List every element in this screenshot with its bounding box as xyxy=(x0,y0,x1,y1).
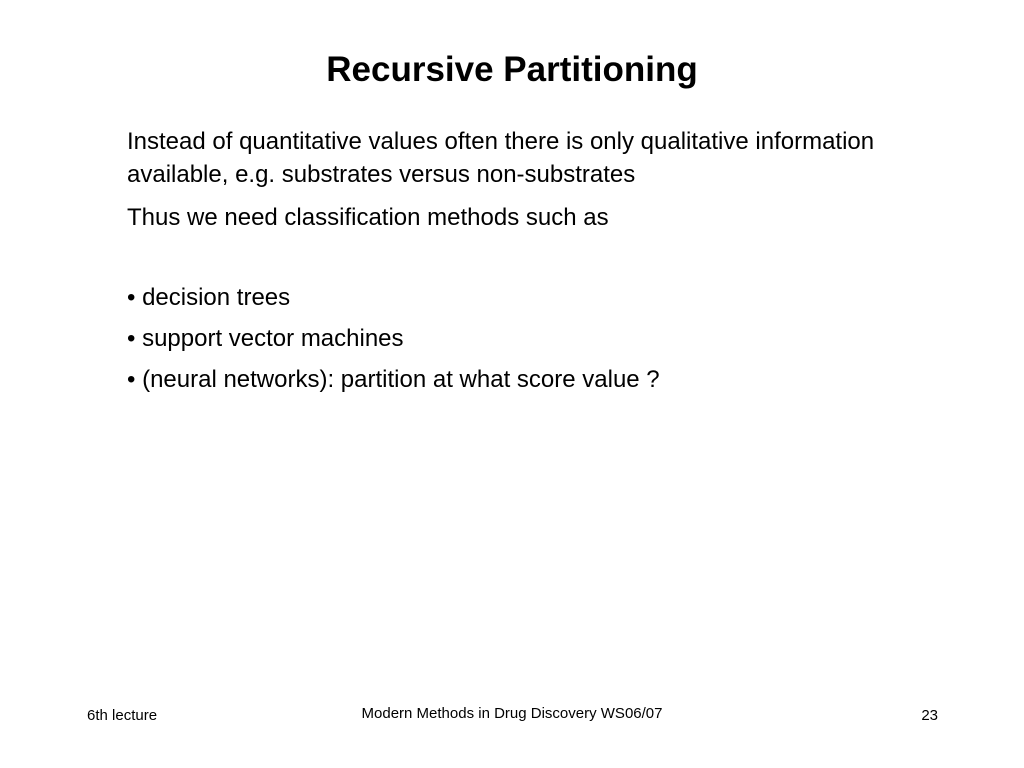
bullet-item: • support vector machines xyxy=(127,325,404,352)
footer-course-title: Modern Methods in Drug Discovery WS06/07 xyxy=(361,705,663,722)
footer-lecture-label: 6th lecture xyxy=(87,707,158,724)
page-number: 23 xyxy=(921,707,938,724)
bullet-item: • decision trees xyxy=(127,284,291,311)
slide-title: Recursive Partitioning xyxy=(326,50,698,89)
body-paragraph: Thus we need classification methods such as xyxy=(127,204,609,231)
bullet-item: • (neural networks): partition at what score value ? xyxy=(127,366,660,393)
slide-body xyxy=(127,125,947,404)
body-paragraph: Instead of quantitative values often there is only qualitative information available, e.g. substrates versus non-substrates xyxy=(127,128,875,188)
